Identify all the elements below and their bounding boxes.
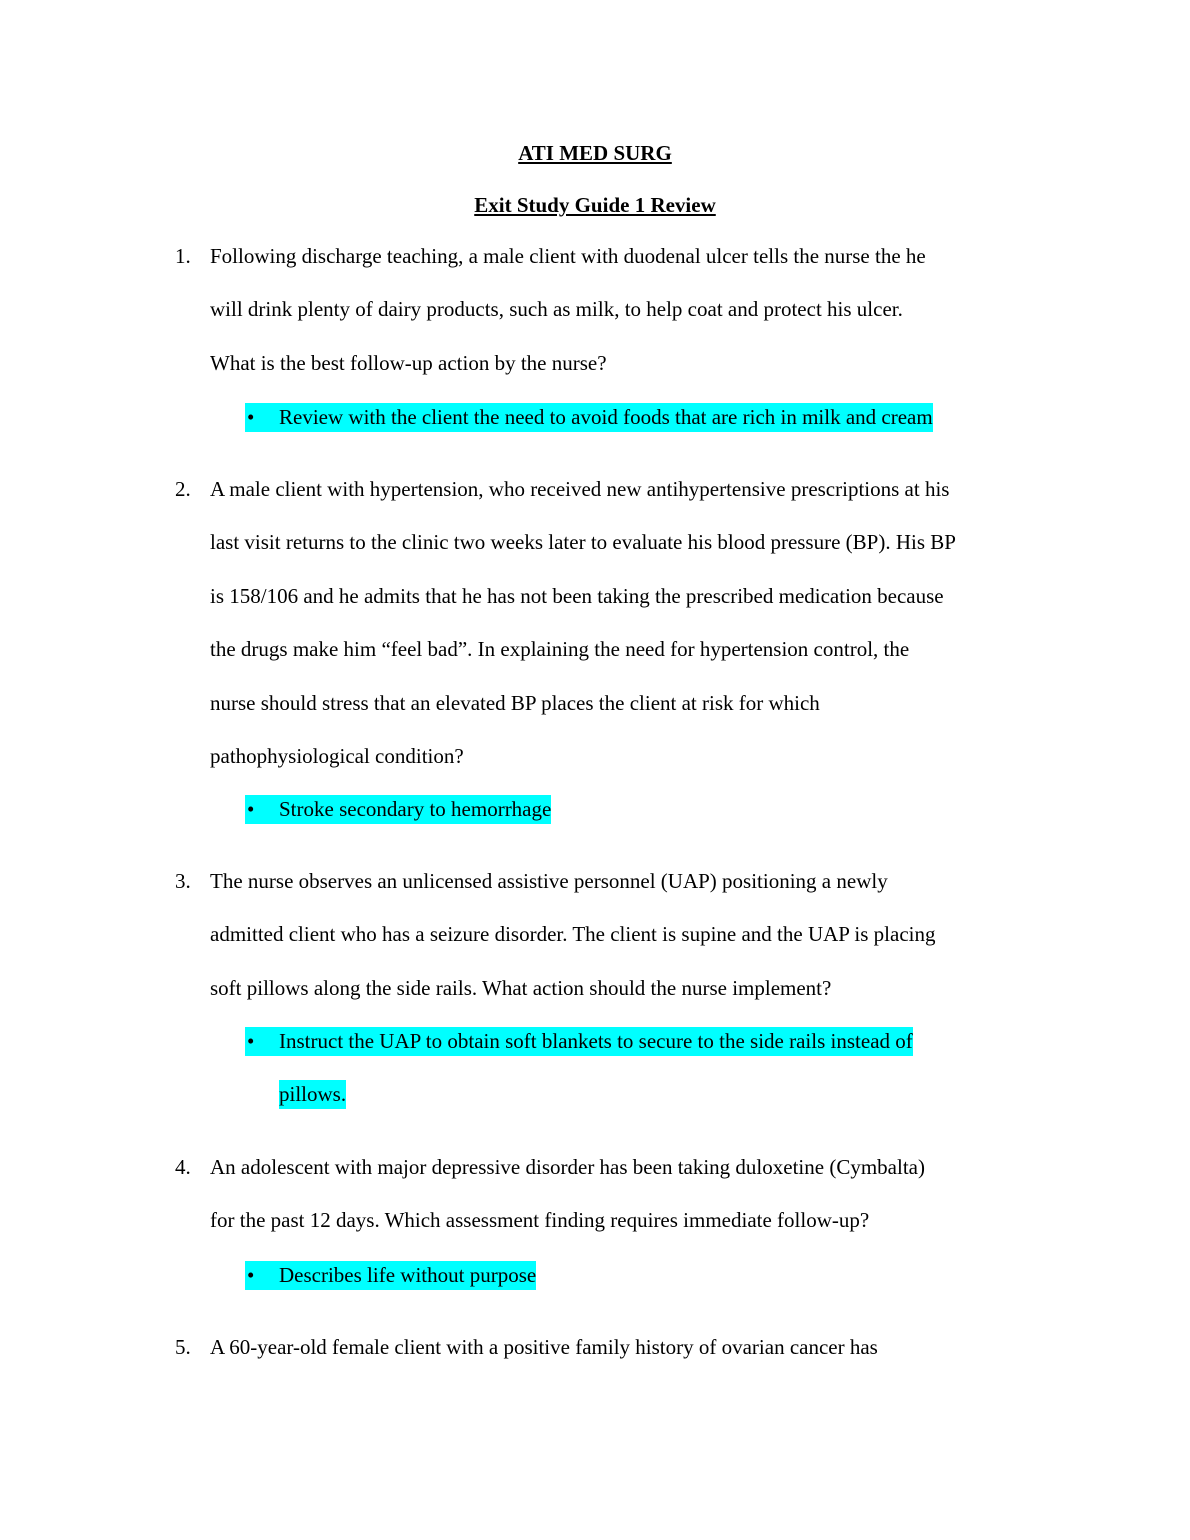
- question-number: 2.: [175, 477, 191, 501]
- question-line: last visit returns to the clinic two weeks later to evaluate his blood pressure (BP). His BP: [210, 530, 956, 555]
- question-line: will drink plenty of dairy products, such as milk, to help coat and protect his ulcer.: [210, 297, 903, 322]
- question-text: [210, 1141, 1060, 1248]
- answer-1: [245, 391, 933, 444]
- question-line: soft pillows along the side rails. What action should the nurse implement?: [210, 975, 832, 1000]
- bullet-icon: •: [247, 797, 255, 821]
- answer-4: [245, 1249, 536, 1302]
- question-line: nurse should stress that an elevated BP places the client at risk for which: [210, 690, 820, 715]
- answer-3: [245, 1015, 1005, 1122]
- answer-highlight: [245, 403, 933, 432]
- bullet-icon: •: [247, 1263, 255, 1287]
- answer-text: Instruct the UAP to obtain soft blankets to secure to the side rails instead of: [279, 1029, 913, 1053]
- answer-2: [245, 783, 551, 836]
- answer-text: Describes life without purpose: [279, 1263, 537, 1287]
- document-subtitle: Exit Study Guide 1 Review: [474, 193, 716, 217]
- answer-highlight: [279, 1080, 346, 1109]
- answer-highlight: [245, 795, 551, 824]
- question-number: 5.: [175, 1335, 191, 1359]
- question-number: 4.: [175, 1155, 191, 1179]
- question-line: the drugs make him “feel bad”. In explaining the need for hypertension control, the: [210, 637, 910, 662]
- answer-text: Stroke secondary to hemorrhage: [279, 797, 552, 821]
- question-line: The nurse observes an unlicensed assistive personnel (UAP) positioning a newly: [210, 869, 888, 893]
- question-line: is 158/106 and he admits that he has not been taking the prescribed medication because: [210, 583, 944, 608]
- question-text: [210, 230, 1060, 390]
- answer-highlight: [245, 1261, 536, 1290]
- document-title: ATI MED SURG: [518, 141, 672, 165]
- question-line: admitted client who has a seizure disorder. The client is supine and the UAP is placing: [210, 922, 936, 947]
- question-line: for the past 12 days. Which assessment finding requires immediate follow-up?: [210, 1208, 870, 1233]
- answer-highlight: [245, 1027, 913, 1056]
- question-number: 1.: [175, 244, 191, 268]
- question-text: [210, 1321, 1060, 1374]
- bullet-icon: •: [247, 1029, 255, 1053]
- question-line: A 60-year-old female client with a positive family history of ovarian cancer has: [210, 1335, 878, 1359]
- answer-text: pillows.: [279, 1082, 347, 1107]
- question-text: [210, 463, 1060, 783]
- question-line: Following discharge teaching, a male client with duodenal ulcer tells the nurse the he: [210, 244, 926, 268]
- question-number: 3.: [175, 869, 191, 893]
- bullet-icon: •: [247, 405, 255, 429]
- question-line: An adolescent with major depressive disorder has been taking duloxetine (Cymbalta): [210, 1155, 925, 1179]
- question-line: pathophysiological condition?: [210, 744, 464, 769]
- answer-text: Review with the client the need to avoid foods that are rich in milk and cream: [279, 405, 933, 429]
- question-line: What is the best follow-up action by the nurse?: [210, 350, 607, 375]
- question-text: [210, 855, 1060, 1015]
- question-line: A male client with hypertension, who received new antihypertensive prescriptions at his: [210, 477, 950, 501]
